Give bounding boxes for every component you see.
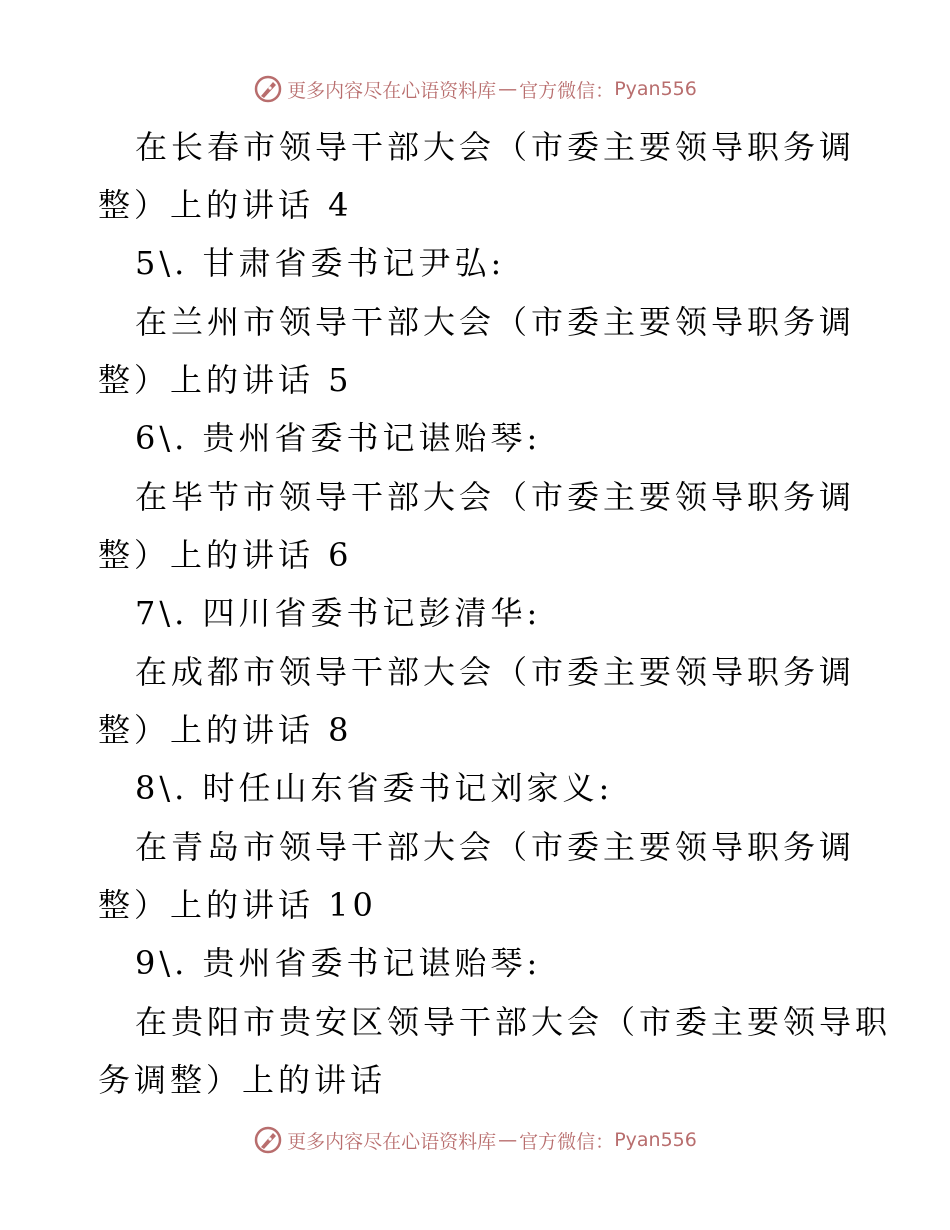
watermark-separator: — — [498, 78, 518, 100]
list-item-heading: 7\. 四川省委书记彭清华: — [135, 594, 542, 632]
watermark-separator: — — [498, 1129, 518, 1151]
text-line: 在兰州市领导干部大会（市委主要领导职务调 — [135, 303, 856, 341]
text-line: 整）上的讲话 8 — [98, 711, 353, 749]
list-item-heading: 8\. 时任山东省委书记刘家义: — [135, 769, 614, 807]
text-line: 在长春市领导干部大会（市委主要领导职务调 — [135, 128, 856, 166]
text-line: 整）上的讲话 5 — [98, 361, 353, 399]
watermark-wechat-label: 官方微信： — [519, 1130, 615, 1153]
header-watermark — [0, 72, 950, 106]
list-item-heading: 9\. 贵州省委书记谌贻琴: — [135, 944, 542, 982]
pen-logo-icon — [253, 74, 283, 104]
watermark-wechat-id: Pyan556 — [614, 78, 697, 100]
pen-logo-icon — [253, 1125, 283, 1155]
text-line: 整）上的讲话 10 — [98, 886, 377, 924]
text-line: 在毕节市领导干部大会（市委主要领导职务调 — [135, 478, 856, 516]
watermark-wechat-label: 官方微信： — [519, 79, 615, 102]
list-item-heading: 6\. 贵州省委书记谌贻琴: — [135, 419, 542, 457]
text-line: 务调整）上的讲话 — [98, 1061, 387, 1099]
text-line: 在贵阳市贵安区领导干部大会（市委主要领导职 — [135, 1003, 892, 1041]
footer-watermark — [0, 1123, 950, 1157]
text-line: 整）上的讲话 6 — [98, 536, 353, 574]
watermark-text: 更多内容尽在心语资料库 — [287, 1130, 497, 1153]
watermark-wechat-id: Pyan556 — [614, 1129, 697, 1151]
text-line: 在青岛市领导干部大会（市委主要领导职务调 — [135, 828, 856, 866]
text-line: 整）上的讲话 4 — [98, 186, 353, 224]
list-item-heading: 5\. 甘肃省委书记尹弘: — [135, 244, 506, 282]
text-line: 在成都市领导干部大会（市委主要领导职务调 — [135, 653, 856, 691]
watermark-text: 更多内容尽在心语资料库 — [287, 79, 497, 102]
